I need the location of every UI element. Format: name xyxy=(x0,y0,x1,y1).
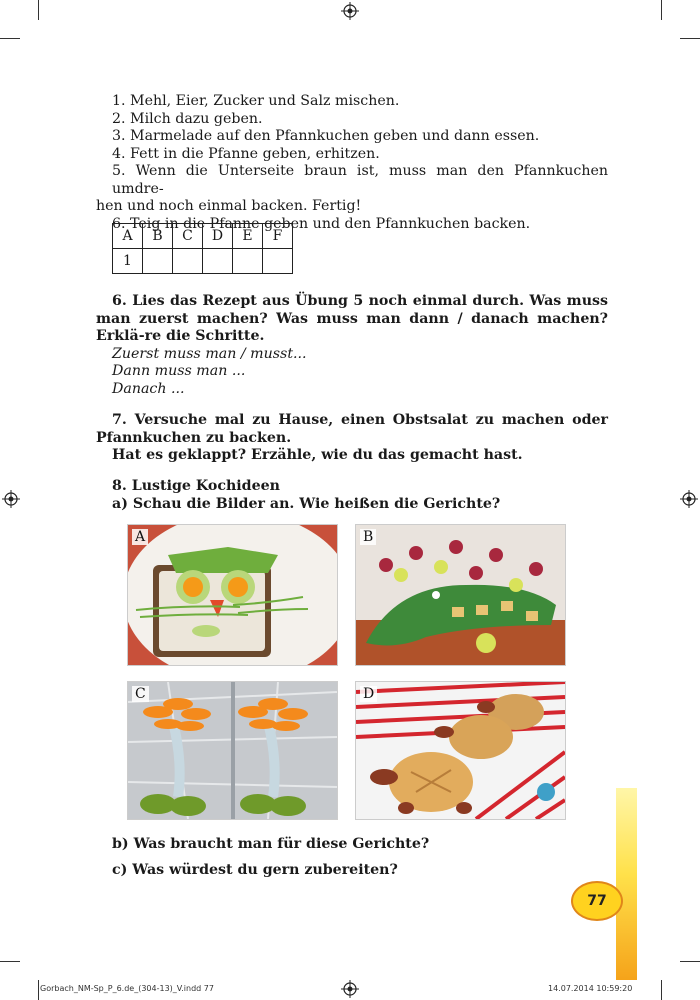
step-5: 5. Wenn die Unterseite braun ist, muss man den Pfannkuchen umdre- xyxy=(112,163,608,197)
task-7 xyxy=(96,412,608,465)
table-header-cell: B xyxy=(143,224,173,249)
table-row xyxy=(113,249,293,274)
crop-mark xyxy=(661,0,662,20)
task-6 xyxy=(96,293,608,398)
table-header-cell: A xyxy=(113,224,143,249)
photo-bread-turtles xyxy=(355,681,566,820)
example-line: Zuerst muss man / musst... xyxy=(112,345,307,362)
crop-mark xyxy=(0,38,20,39)
task-8-question-c: c) Was würdest du gern zubereiten? xyxy=(112,861,398,878)
table-cell[interactable] xyxy=(203,249,233,274)
table-header-cell: E xyxy=(233,224,263,249)
photo-label: C xyxy=(132,686,149,702)
registration-mark-icon xyxy=(2,490,20,508)
registration-mark-icon xyxy=(341,2,359,20)
table-cell[interactable]: 1 xyxy=(113,249,143,274)
crop-mark xyxy=(0,961,20,962)
crop-mark xyxy=(680,38,700,39)
footer-file-name: Gorbach_NM-Sp_P_6.de_(304-13)_V.indd 77 xyxy=(40,984,214,993)
table-cell[interactable] xyxy=(233,249,263,274)
table-cell[interactable] xyxy=(263,249,293,274)
step-2: 2. Milch dazu geben. xyxy=(112,110,263,127)
photo-owl-sandwich xyxy=(127,524,338,666)
crop-mark xyxy=(661,980,662,1000)
table-header-row xyxy=(113,224,293,249)
task-8-question-a: a) Schau die Bilder an. Wie heißen die Gerichte? xyxy=(112,495,501,512)
step-5-continued: hen und noch einmal backen. Fertig! xyxy=(96,198,362,214)
task-8-questions xyxy=(96,836,608,879)
table-header-cell: C xyxy=(173,224,203,249)
task-7-follow-up: Hat es geklappt? Erzähle, wie du das gemacht hast. xyxy=(112,447,523,463)
table-header-cell: D xyxy=(203,224,233,249)
task-6-heading: 6. Lies das Rezept aus Übung 5 noch einmal durch. Was muss man zuerst machen? Was muss man dann / danach machen? Erklä-re die Schritte. xyxy=(96,293,608,344)
step-3: 3. Marmelade auf den Pfannkuchen geben und dann essen. xyxy=(112,128,540,144)
step-1: 1. Mehl, Eier, Zucker und Salz mischen. xyxy=(112,93,400,109)
table-cell[interactable] xyxy=(143,249,173,274)
step-4: 4. Fett in die Pfanne geben, erhitzen. xyxy=(112,145,380,162)
example-line: Danach ... xyxy=(112,380,185,397)
task-8-question-b: b) Was braucht man für diese Gerichte? xyxy=(112,836,430,852)
page-number: 77 xyxy=(571,881,623,921)
registration-mark-icon xyxy=(341,980,359,998)
recipe-steps xyxy=(96,93,608,233)
task-7-heading: 7. Versuche mal zu Hause, einen Obstsalat zu machen oder Pfannkuchen zu backen. xyxy=(96,412,608,446)
example-line: Dann muss man ... xyxy=(112,363,246,379)
photo-label: B xyxy=(360,529,376,545)
page-tab xyxy=(616,788,637,980)
task-8 xyxy=(96,478,608,513)
photo-cucumber-crocodile xyxy=(355,524,566,666)
crop-mark xyxy=(680,961,700,962)
photo-fruit-palm-trees xyxy=(127,681,338,820)
crop-mark xyxy=(38,980,39,1000)
order-table xyxy=(112,223,293,274)
crop-mark xyxy=(38,0,39,20)
task-8-heading: 8. Lustige Kochideen xyxy=(112,478,280,494)
step-6: 6. Teig in die Pfanne geben und den Pfannkuchen backen. xyxy=(112,215,531,232)
footer-timestamp: 14.07.2014 10:59:20 xyxy=(548,984,633,993)
photo-label: A xyxy=(132,529,148,545)
table-header-cell: F xyxy=(263,224,293,249)
registration-mark-icon xyxy=(680,490,698,508)
table-cell[interactable] xyxy=(173,249,203,274)
photo-label: D xyxy=(360,686,377,702)
